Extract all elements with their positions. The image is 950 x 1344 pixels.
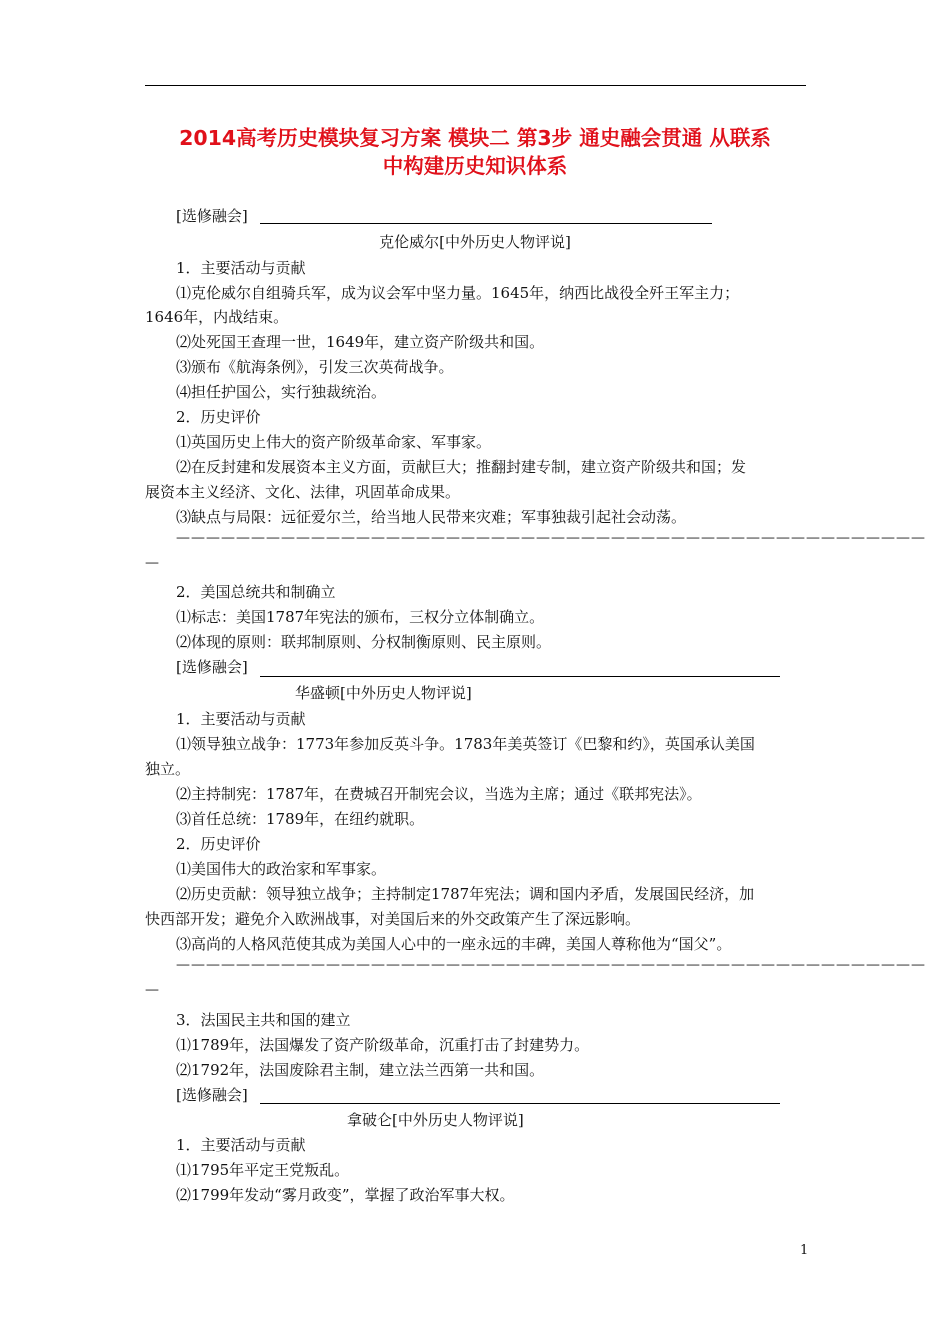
paragraph: ⑵历史贡献：领导独立战争；主持制定1787年宪法；调和国内矛盾，发展国民经济，加 (176, 885, 755, 903)
paragraph: 快西部开发；避免介入欧洲战事，对美国后来的外交政策产生了深远影响。 (145, 910, 641, 928)
section-heading: 华盛顿[中外历史人物评说] (295, 684, 472, 702)
page-number: 1 (800, 1243, 809, 1258)
paragraph: ⑴克伦威尔自组骑兵军，成为议会军中坚力量。1645年，纳西比战役全歼王军主力； (176, 284, 740, 302)
dash-separator-end: — (145, 555, 159, 571)
doc-title-line1: 2014高考历史模块复习方案 模块二 第3步 通史融会贯通 从联系 (179, 126, 771, 150)
paragraph: ⑶颁布《航海条例》，引发三次英荷战争。 (176, 358, 454, 376)
paragraph: ⑴标志：美国1787年宪法的颁布，三权分立体制确立。 (176, 608, 545, 626)
section-tag-rule (260, 676, 780, 677)
dash-separator-end: — (145, 982, 159, 998)
paragraph: 1．主要活动与贡献 (176, 1136, 306, 1154)
paragraph: 1646年，内战结束。 (145, 308, 289, 326)
paragraph: ⑵主持制宪：1787年，在费城召开制宪会议，当选为主席；通过《联邦宪法》。 (176, 785, 702, 803)
paragraph: ⑷担任护国公，实行独裁统治。 (176, 383, 387, 401)
section-heading: 拿破仑[中外历史人物评说] (347, 1111, 524, 1129)
section-tag-rule (260, 223, 712, 224)
paragraph: 独立。 (145, 760, 191, 778)
paragraph: 展资本主义经济、文化、法律，巩固革命成果。 (145, 483, 461, 501)
section-tag-rule (260, 1103, 780, 1104)
section-tag: [选修融会] (176, 207, 248, 225)
paragraph: ⑶缺点与局限：远征爱尔兰，给当地人民带来灾难；军事独裁引起社会动荡。 (176, 508, 687, 526)
dash-separator: —————————————————————————————————————————————————— (176, 530, 926, 546)
paragraph: ⑴美国伟大的政治家和军事家。 (176, 860, 387, 878)
section-heading: 克伦威尔[中外历史人物评说] (379, 233, 571, 251)
header-rule (145, 85, 806, 86)
paragraph: 3．法国民主共和国的建立 (176, 1011, 351, 1029)
section-tag: [选修融会] (176, 658, 248, 676)
dash-separator: —————————————————————————————————————————————————— (176, 957, 926, 973)
paragraph: 1．主要活动与贡献 (176, 259, 306, 277)
paragraph: ⑵处死国王查理一世，1649年，建立资产阶级共和国。 (176, 333, 545, 351)
paragraph: 1．主要活动与贡献 (176, 710, 306, 728)
paragraph: 2．历史评价 (176, 835, 261, 853)
paragraph: 2．历史评价 (176, 408, 261, 426)
paragraph: ⑵1792年，法国废除君主制，建立法兰西第一共和国。 (176, 1061, 545, 1079)
section-tag: [选修融会] (176, 1086, 248, 1104)
paragraph: ⑶首任总统：1789年，在纽约就职。 (176, 810, 425, 828)
paragraph: ⑵在反封建和发展资本主义方面，贡献巨大；推翻封建专制，建立资产阶级共和国；发 (176, 458, 747, 476)
paragraph: ⑴英国历史上伟大的资产阶级革命家、军事家。 (176, 433, 492, 451)
paragraph: ⑴1795年平定王党叛乱。 (176, 1161, 350, 1179)
paragraph: ⑵体现的原则：联邦制原则、分权制衡原则、民主原则。 (176, 633, 552, 651)
paragraph: 2．美国总统共和制确立 (176, 583, 336, 601)
paragraph: ⑴1789年，法国爆发了资产阶级革命，沉重打击了封建势力。 (176, 1036, 590, 1054)
paragraph: ⑶高尚的人格风范使其成为美国人心中的一座永远的丰碑，美国人尊称他为“国父”。 (176, 935, 732, 953)
paragraph: ⑴领导独立战争：1773年参加反英斗争。1783年美英签订《巴黎和约》，英国承认美国 (176, 735, 755, 753)
doc-title-line2: 中构建历史知识体系 (382, 154, 568, 178)
paragraph: ⑵1799年发动“雾月政变”，掌握了政治军事大权。 (176, 1186, 515, 1204)
